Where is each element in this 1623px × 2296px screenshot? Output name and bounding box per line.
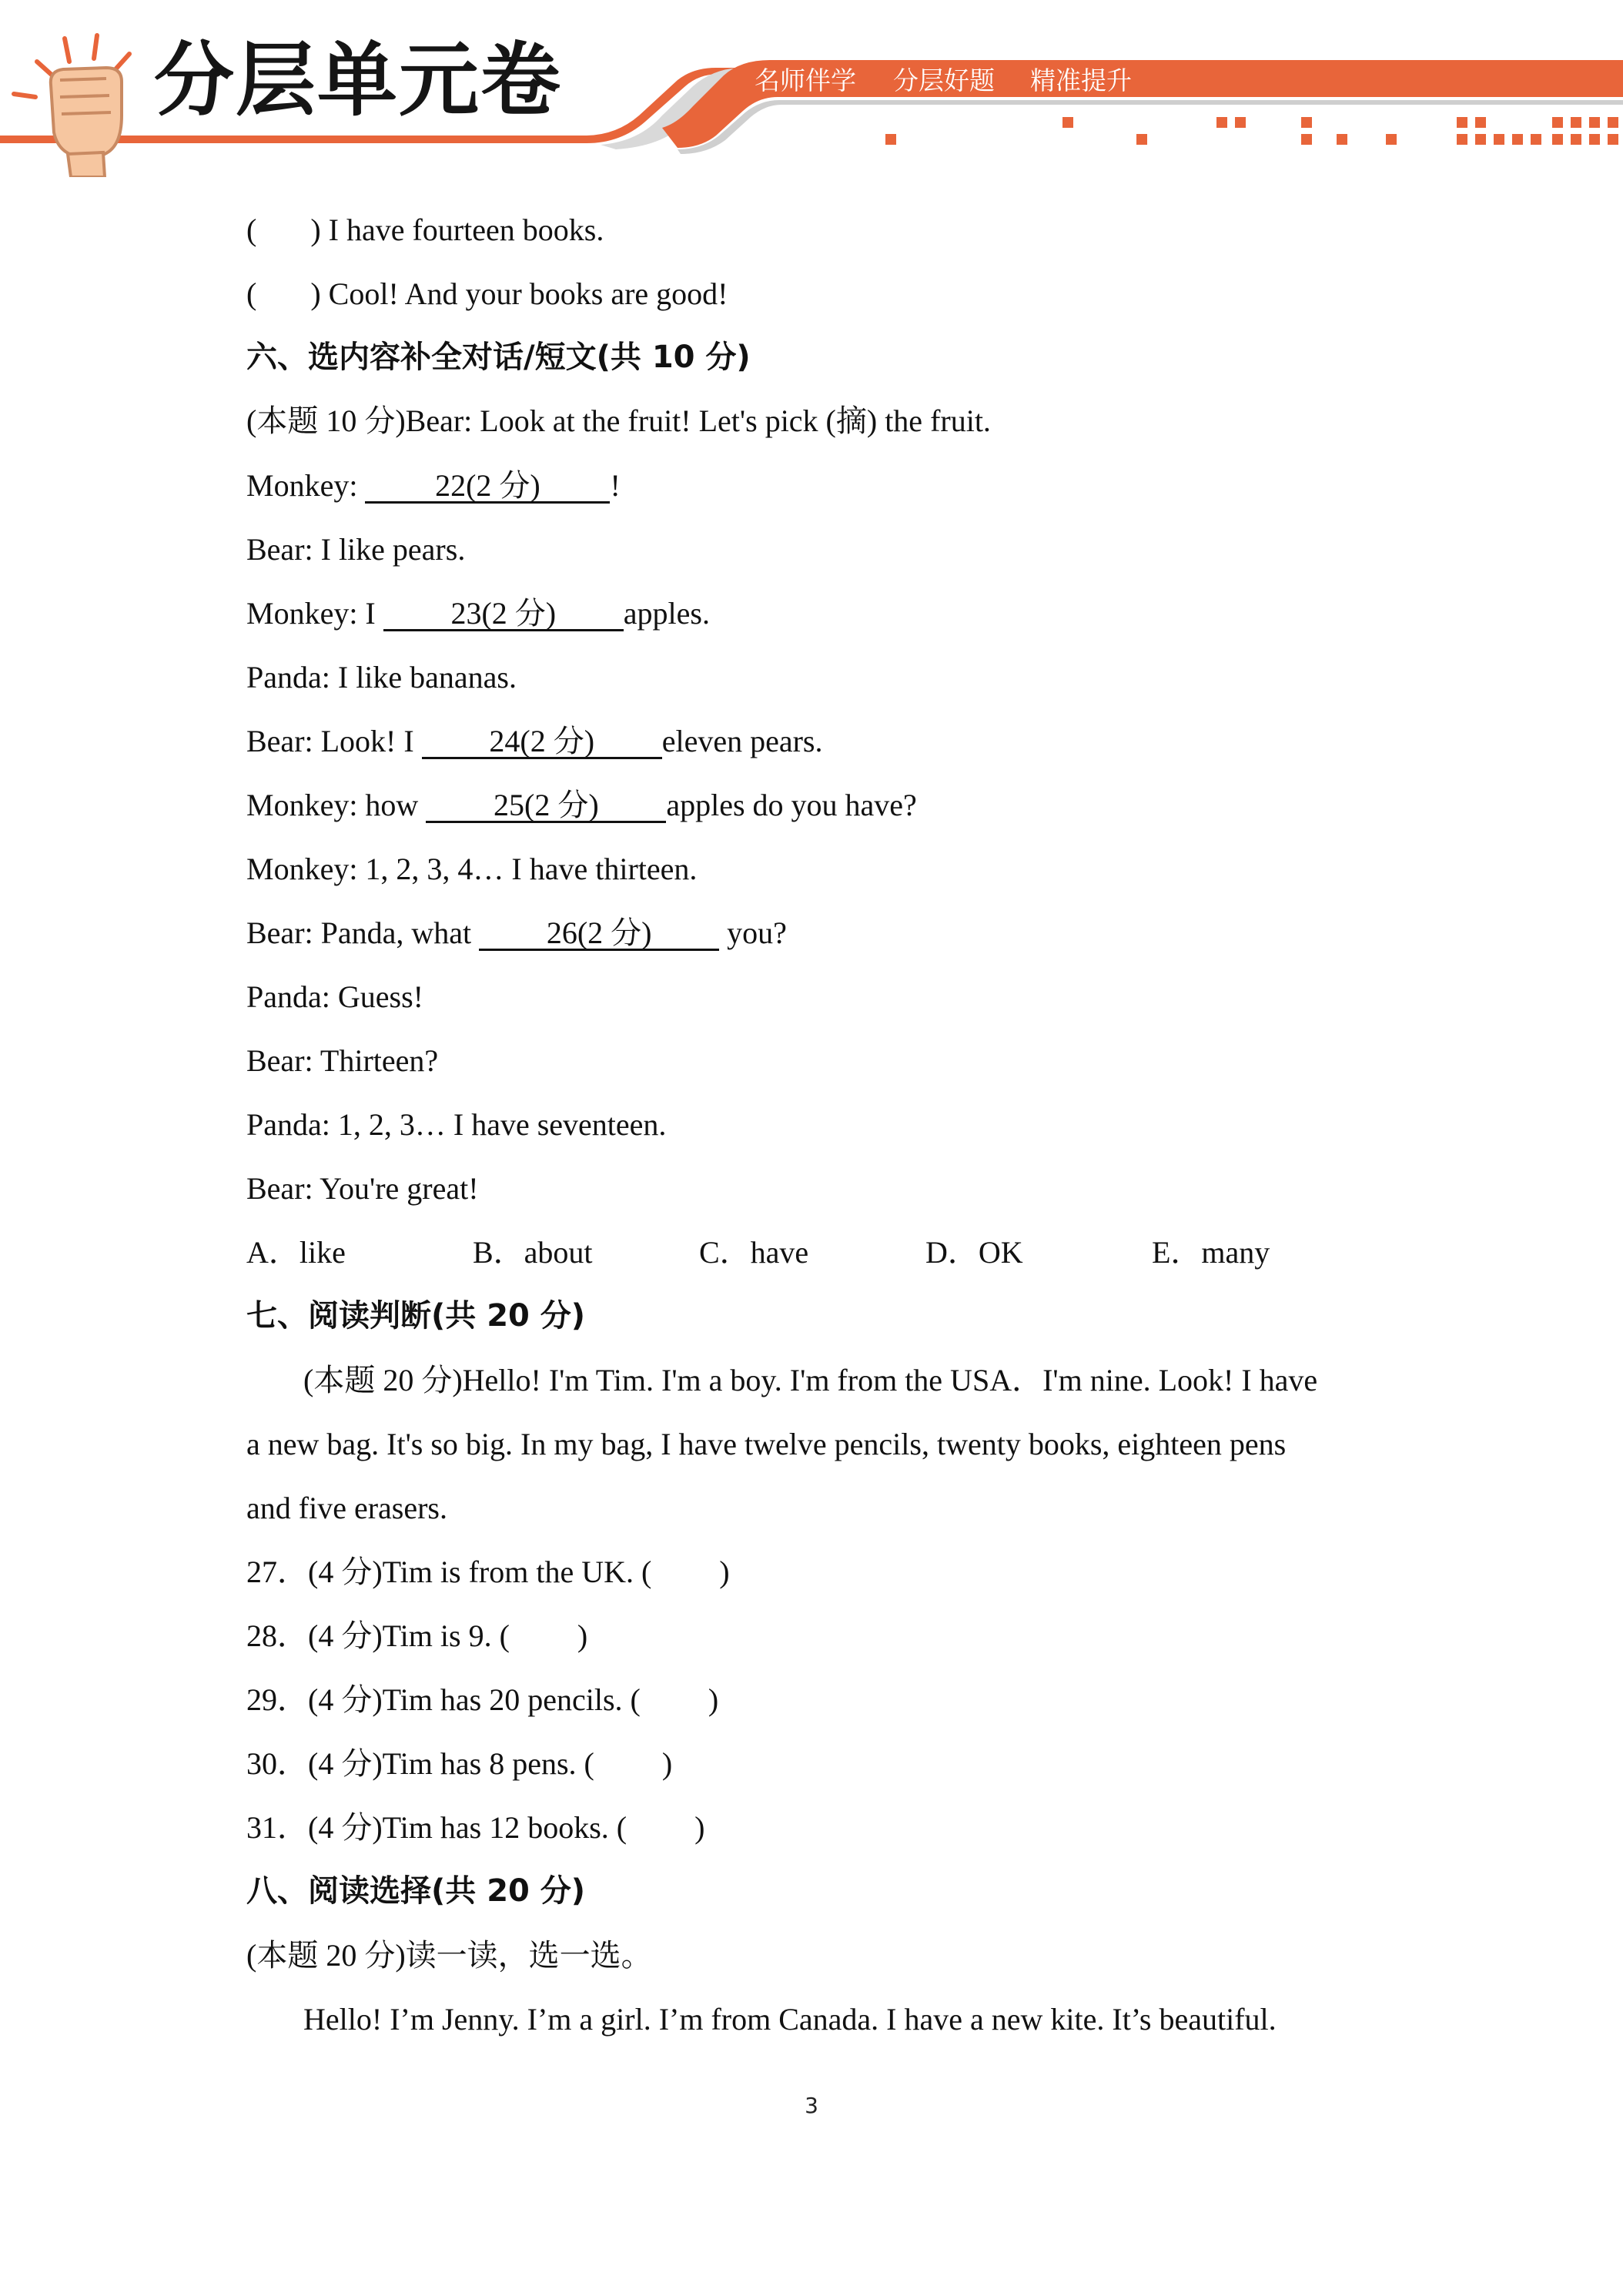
dialog-line: Bear: I like pears. — [246, 532, 466, 567]
dialog-line-24: Bear: Look! I 24(2 分) eleven pears. — [246, 724, 823, 758]
option-e: E．many — [1152, 1235, 1270, 1270]
dialog-line-22: Monkey: 22(2 分) ! — [246, 468, 621, 503]
passage-line: and five erasers. — [246, 1491, 447, 1525]
section7-heading: 七、阅读判断(共 20 分) — [246, 1298, 586, 1334]
blank-25[interactable]: 25(2 分) — [426, 790, 666, 823]
blank-26[interactable]: 26(2 分) — [479, 918, 719, 951]
option-a: A．like — [246, 1235, 346, 1270]
dialog-line: Bear: You're great! — [246, 1171, 479, 1206]
dialog-line: Panda: I like bananas. — [246, 660, 517, 694]
section8-intro: (本题 20 分)读一读，选一选。 — [246, 1938, 652, 1973]
option-c: C．have — [699, 1235, 809, 1270]
blank-24[interactable]: 24(2 分) — [422, 726, 662, 759]
dialog-line: Monkey: 1, 2, 3, 4… I have thirteen. — [246, 852, 698, 886]
match-line-1: ( ) I have fourteen books. — [246, 213, 604, 247]
option-d: D．OK — [925, 1235, 1023, 1270]
section6-intro: (本题 10 分)Bear: Look at the fruit! Let's pick (摘) the fruit. — [246, 403, 991, 438]
dialog-line: Panda: 1, 2, 3… I have seventeen. — [246, 1107, 667, 1142]
page-number: 3 — [805, 2093, 818, 2118]
passage-line: Hello! I’m Jenny. I’m a girl. I’m from Canada. I have a new kite. It’s beautiful. — [303, 2002, 1277, 2037]
match-line-1-text: I have fourteen books. — [328, 213, 604, 247]
section6-heading: 六、选内容补全对话/短文(共 10 分) — [246, 340, 751, 375]
dialog-line: Bear: Thirteen? — [246, 1043, 439, 1078]
blank-23[interactable]: 23(2 分) — [383, 598, 624, 631]
section8-heading: 八、阅读选择(共 20 分) — [246, 1873, 586, 1909]
dialog-line-25: Monkey: how 25(2 分) apples do you have? — [246, 788, 917, 822]
dialog-line-26: Bear: Panda, what 26(2 分) you? — [246, 915, 787, 950]
dialog-line-23: Monkey: I 23(2 分) apples. — [246, 596, 710, 631]
question-30: 30．(4 分)Tim has 8 pens. ( ) — [246, 1746, 673, 1781]
match-line-2-text: Cool! And your books are good! — [328, 276, 728, 311]
brand-title: 分层单元卷 — [154, 33, 563, 127]
question-27: 27．(4 分)Tim is from the UK. ( ) — [246, 1555, 730, 1589]
question-28: 28．(4 分)Tim is 9. ( ) — [246, 1618, 588, 1653]
match-line-2: ( ) Cool! And your books are good! — [246, 276, 728, 311]
question-29: 29．(4 分)Tim has 20 pencils. ( ) — [246, 1682, 719, 1717]
blank-22[interactable]: 22(2 分) — [365, 470, 610, 504]
fist-icon — [14, 35, 129, 177]
slogan-1: 名师伴学 — [755, 65, 856, 95]
slogan-3: 精准提升 — [1030, 65, 1132, 95]
dialog-line: Panda: Guess! — [246, 979, 423, 1014]
question-31: 31．(4 分)Tim has 12 books. ( ) — [246, 1810, 705, 1845]
page-header — [0, 0, 1623, 177]
option-b: B．about — [473, 1235, 593, 1270]
passage-line: (本题 20 分)Hello! I'm Tim. I'm a boy. I'm from the USA．I'm nine. Look! I have — [303, 1363, 1318, 1397]
passage-line: a new bag. It's so big. In my bag, I have twelve pencils, twenty books, eighteen pens — [246, 1427, 1287, 1461]
slogan-2: 分层好题 — [893, 65, 995, 95]
